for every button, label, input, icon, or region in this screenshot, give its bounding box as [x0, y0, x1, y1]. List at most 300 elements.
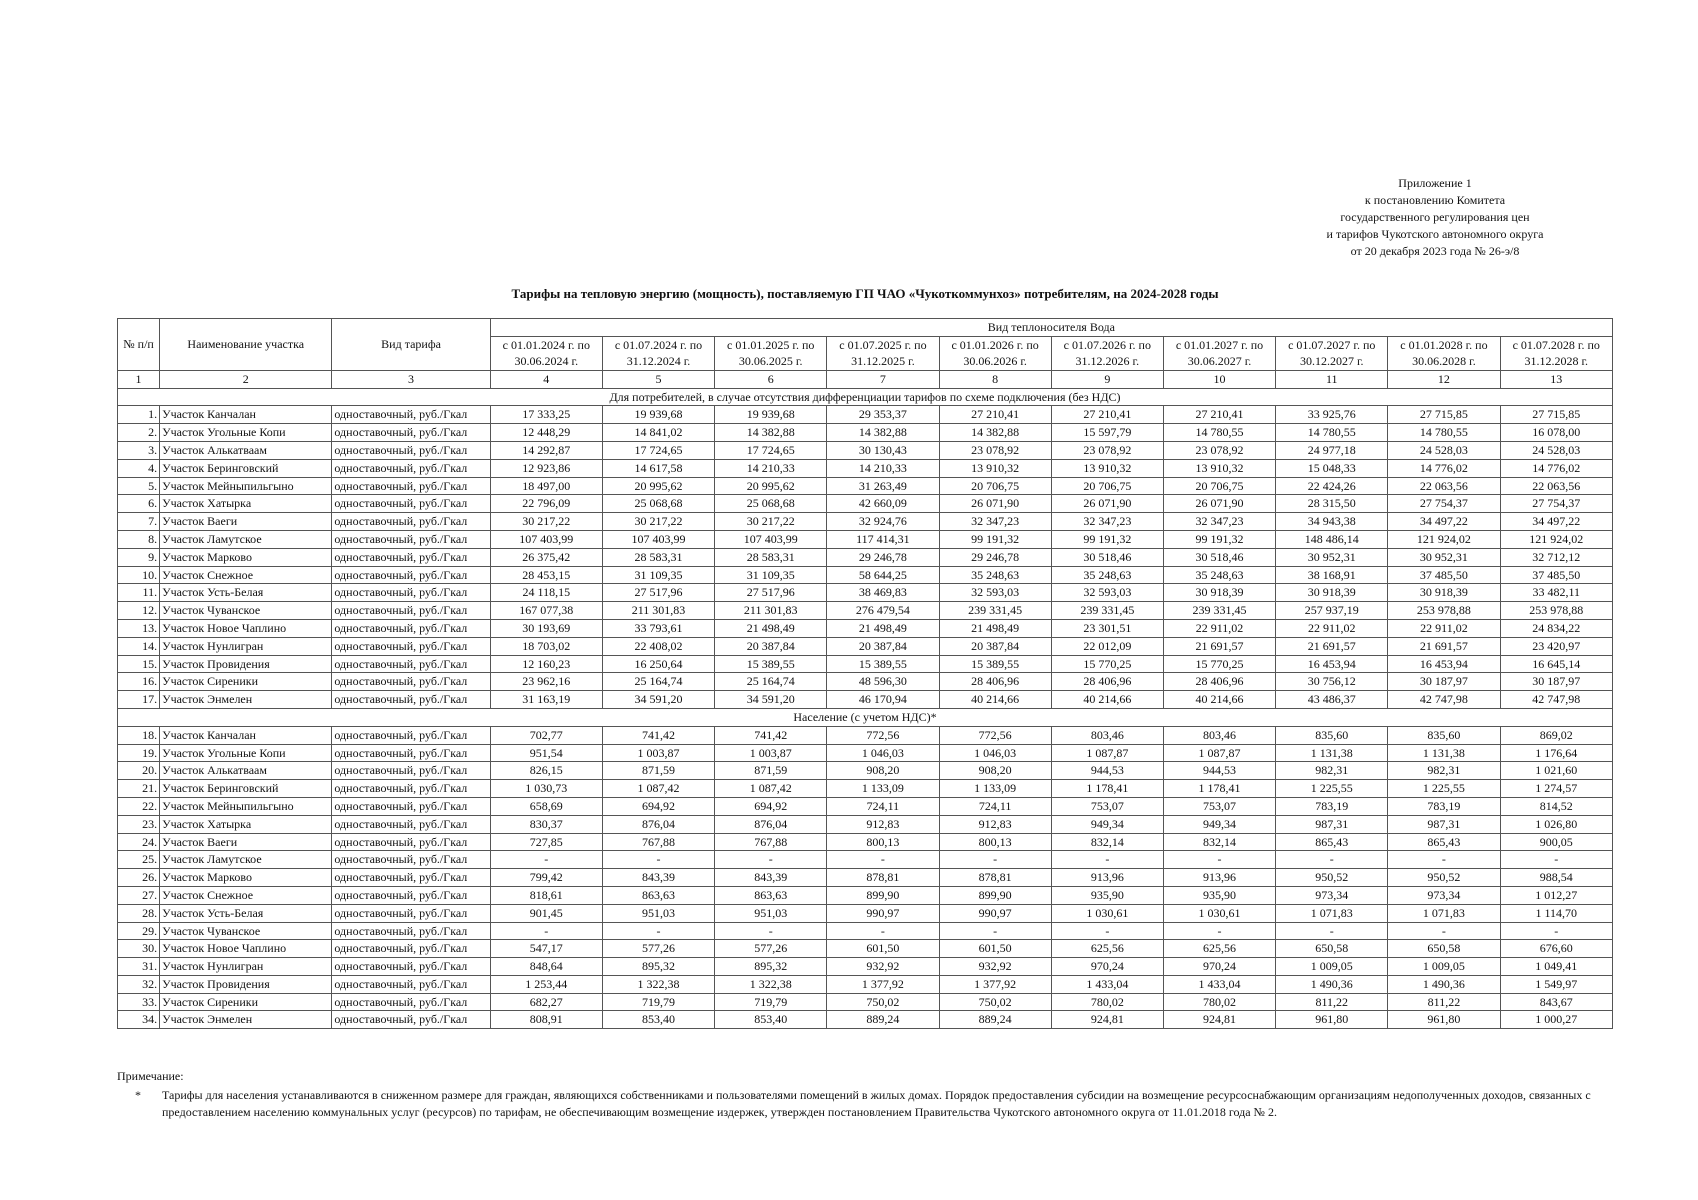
header-period: с 01.07.2024 г. по 31.12.2024 г. — [602, 336, 714, 370]
table-row — [118, 1011, 1613, 1029]
tariff-value: 982,31 — [1276, 762, 1388, 780]
tariff-value: 1 026,80 — [1500, 815, 1612, 833]
tariff-value: 257 937,19 — [1276, 602, 1388, 620]
tariff-value: 211 301,83 — [715, 602, 827, 620]
site-name: Участок Ламутское — [160, 530, 332, 548]
tariff-value: 23 420,97 — [1500, 637, 1612, 655]
tariff-value: 1 322,38 — [715, 975, 827, 993]
tariff-value: 29 353,37 — [827, 406, 939, 424]
site-name: Участок Алькатваам — [160, 762, 332, 780]
column-number: 11 — [1276, 370, 1388, 388]
tariff-value: 973,34 — [1388, 886, 1500, 904]
tariff-value: 951,03 — [715, 904, 827, 922]
tariff-value: 31 263,49 — [827, 477, 939, 495]
table-row — [118, 691, 1613, 709]
table-row — [118, 602, 1613, 620]
tariff-value: 20 387,84 — [715, 637, 827, 655]
tariff-value: 38 168,91 — [1276, 566, 1388, 584]
table-row — [118, 958, 1613, 976]
appendix-line: от 20 декабря 2023 года № 26-э/8 — [1350, 244, 1520, 258]
row-number: 32. — [118, 975, 160, 993]
tariff-value: 35 248,63 — [1163, 566, 1275, 584]
tariff-value: 15 389,55 — [715, 655, 827, 673]
row-number: 12. — [118, 602, 160, 620]
tariff-value: 35 248,63 — [1051, 566, 1163, 584]
tariff-value: 1 046,03 — [827, 744, 939, 762]
tariff-value: 961,80 — [1388, 1011, 1500, 1029]
site-name: Участок Ваеги — [160, 833, 332, 851]
tariff-value: 32 924,76 — [827, 513, 939, 531]
tariff-value: 18 703,02 — [490, 637, 602, 655]
table-row — [118, 673, 1613, 691]
tariff-value: 811,22 — [1388, 993, 1500, 1011]
tariff-value: 14 776,02 — [1500, 459, 1612, 477]
tariff-value: 1 049,41 — [1500, 958, 1612, 976]
tariff-value: 34 943,38 — [1276, 513, 1388, 531]
row-number: 11. — [118, 584, 160, 602]
row-number: 9. — [118, 548, 160, 566]
appendix-line: государственного регулирования цен — [1340, 210, 1530, 224]
tariff-value: 27 715,85 — [1388, 406, 1500, 424]
tariff-type: одноставочный, руб./Гкал — [332, 851, 490, 869]
tariff-value: 899,90 — [827, 886, 939, 904]
tariff-value: - — [1500, 922, 1612, 940]
site-name: Участок Сиреники — [160, 673, 332, 691]
tariff-value: 276 479,54 — [827, 602, 939, 620]
tariff-value: 30 918,39 — [1276, 584, 1388, 602]
tariff-value: 22 911,02 — [1276, 619, 1388, 637]
tariff-value: 767,88 — [715, 833, 827, 851]
tariff-value: 38 469,83 — [827, 584, 939, 602]
table-row — [118, 744, 1613, 762]
tariff-value: 28 583,31 — [715, 548, 827, 566]
tariff-value: 650,58 — [1388, 940, 1500, 958]
tariff-value: 871,59 — [715, 762, 827, 780]
tariff-value: 14 780,55 — [1163, 424, 1275, 442]
tariff-value: 951,54 — [490, 744, 602, 762]
tariff-value: 16 078,00 — [1500, 424, 1612, 442]
tariff-value: 13 910,32 — [939, 459, 1051, 477]
tariff-value: 42 747,98 — [1500, 691, 1612, 709]
tariff-value: 741,42 — [602, 726, 714, 744]
tariff-value: 908,20 — [827, 762, 939, 780]
appendix-line: и тарифов Чукотского автономного округа — [1326, 227, 1544, 241]
tariff-value: 814,52 — [1500, 797, 1612, 815]
header-period: с 01.07.2025 г. по 31.12.2025 г. — [827, 336, 939, 370]
row-number: 8. — [118, 530, 160, 548]
tariff-value: 832,14 — [1051, 833, 1163, 851]
tariff-value: 15 597,79 — [1051, 424, 1163, 442]
tariff-value: 253 978,88 — [1500, 602, 1612, 620]
tariff-value: 20 387,84 — [827, 637, 939, 655]
tariff-value: 843,39 — [715, 869, 827, 887]
header-type: Вид тарифа — [332, 319, 490, 371]
tariff-value: 23 078,92 — [1163, 441, 1275, 459]
tariff-value: 1 087,87 — [1051, 744, 1163, 762]
column-number: 9 — [1051, 370, 1163, 388]
tariff-value: 28 406,96 — [1051, 673, 1163, 691]
tariff-value: 899,90 — [939, 886, 1051, 904]
tariff-type: одноставочный, руб./Гкал — [332, 726, 490, 744]
table-body — [118, 388, 1613, 1029]
table-row — [118, 477, 1613, 495]
tariff-value: 14 210,33 — [827, 459, 939, 477]
header-period: с 01.01.2024 г. по 30.06.2024 г. — [490, 336, 602, 370]
tariff-value: 30 952,31 — [1388, 548, 1500, 566]
row-number: 31. — [118, 958, 160, 976]
tariff-value: 935,90 — [1163, 886, 1275, 904]
tariff-type: одноставочный, руб./Гкал — [332, 815, 490, 833]
tariff-value: 239 331,45 — [1163, 602, 1275, 620]
tariff-value: 924,81 — [1163, 1011, 1275, 1029]
tariff-value: 25 068,68 — [715, 495, 827, 513]
tariff-value: 30 518,46 — [1051, 548, 1163, 566]
row-number: 27. — [118, 886, 160, 904]
tariff-value: 30 217,22 — [490, 513, 602, 531]
tariff-value: 863,63 — [715, 886, 827, 904]
row-number: 19. — [118, 744, 160, 762]
tariff-value: 20 995,62 — [602, 477, 714, 495]
tariff-value: 17 724,65 — [715, 441, 827, 459]
header-no: № п/п — [118, 319, 160, 371]
tariff-value: 1 087,42 — [602, 780, 714, 798]
column-number: 13 — [1500, 370, 1612, 388]
row-number: 15. — [118, 655, 160, 673]
header-group: Вид теплоносителя Вода — [490, 319, 1612, 337]
tariff-value: 830,37 — [490, 815, 602, 833]
tariff-value: 1 087,87 — [1163, 744, 1275, 762]
tariff-value: 1 377,92 — [827, 975, 939, 993]
table-row — [118, 637, 1613, 655]
tariff-value: 25 164,74 — [602, 673, 714, 691]
row-number: 21. — [118, 780, 160, 798]
tariff-value: 750,02 — [939, 993, 1051, 1011]
note-mark: * — [135, 1088, 141, 1102]
tariff-value: 932,92 — [939, 958, 1051, 976]
tariff-value: 24 977,18 — [1276, 441, 1388, 459]
tariff-value: 29 246,78 — [939, 548, 1051, 566]
tariff-value: 33 482,11 — [1500, 584, 1612, 602]
tariff-value: 27 754,37 — [1388, 495, 1500, 513]
row-number: 33. — [118, 993, 160, 1011]
tariff-value: 22 063,56 — [1500, 477, 1612, 495]
tariff-value: 27 210,41 — [1163, 406, 1275, 424]
tariff-value: 40 214,66 — [1163, 691, 1275, 709]
tariff-type: одноставочный, руб./Гкал — [332, 833, 490, 851]
tariff-value: 949,34 — [1051, 815, 1163, 833]
tariff-value: 1 003,87 — [602, 744, 714, 762]
tariff-value: 34 591,20 — [602, 691, 714, 709]
site-name: Участок Марково — [160, 869, 332, 887]
tariff-value: 117 414,31 — [827, 530, 939, 548]
tariff-value: 900,05 — [1500, 833, 1612, 851]
tariff-type: одноставочный, руб./Гкал — [332, 869, 490, 887]
row-number: 34. — [118, 1011, 160, 1029]
table-row — [118, 815, 1613, 833]
row-number: 22. — [118, 797, 160, 815]
site-name: Участок Новое Чаплино — [160, 619, 332, 637]
tariff-value: 20 706,75 — [1163, 477, 1275, 495]
tariff-value: 48 596,30 — [827, 673, 939, 691]
tariff-value: 1 377,92 — [939, 975, 1051, 993]
table-row — [118, 922, 1613, 940]
tariff-value: - — [939, 851, 1051, 869]
tariff-value: 22 408,02 — [602, 637, 714, 655]
header-period: с 01.01.2025 г. по 30.06.2025 г. — [715, 336, 827, 370]
column-number: 7 — [827, 370, 939, 388]
tariff-value: 107 403,99 — [602, 530, 714, 548]
tariff-value: 26 375,42 — [490, 548, 602, 566]
table-row — [118, 726, 1613, 744]
tariff-value: 28 583,31 — [602, 548, 714, 566]
tariff-value: 30 217,22 — [715, 513, 827, 531]
site-name: Участок Ваеги — [160, 513, 332, 531]
tariff-value: 1 133,09 — [939, 780, 1051, 798]
tariff-value: 24 528,03 — [1388, 441, 1500, 459]
tariff-value: 803,46 — [1163, 726, 1275, 744]
tariff-value: 18 497,00 — [490, 477, 602, 495]
tariff-value: 658,69 — [490, 797, 602, 815]
tariff-value: 577,26 — [602, 940, 714, 958]
tariff-value: 753,07 — [1051, 797, 1163, 815]
tariff-type: одноставочный, руб./Гкал — [332, 958, 490, 976]
tariff-value: 987,31 — [1276, 815, 1388, 833]
table-row — [118, 495, 1613, 513]
tariff-value: 30 193,69 — [490, 619, 602, 637]
tariff-value: 16 453,94 — [1388, 655, 1500, 673]
column-number: 8 — [939, 370, 1051, 388]
table-row — [118, 780, 1613, 798]
tariff-value: 913,96 — [1051, 869, 1163, 887]
note-body — [117, 1087, 1617, 1121]
tariff-value: 601,50 — [827, 940, 939, 958]
note-text: Тарифы для населения устанавливаются в сниженном размере для граждан, являющихся собственниками и пользователями помещений в жилых домах. Порядок предоставления субсидии на возмещение ресурсоснабжающим организациям недополученных доходов, связанных с предоставлением населению коммунальных услуг (ресурсов) по тарифам, не обеспечивающим возмещение издержек, утвержден постановлением Правительства Чукотского автономного округа от 11.01.2018 года № 2. — [162, 1088, 1591, 1119]
tariff-value: 1 000,27 — [1500, 1011, 1612, 1029]
tariff-value: 22 424,26 — [1276, 477, 1388, 495]
site-name: Участок Усть-Белая — [160, 904, 332, 922]
site-name: Участок Мейныпильгыно — [160, 477, 332, 495]
tariff-value: 16 645,14 — [1500, 655, 1612, 673]
tariff-value: 37 485,50 — [1500, 566, 1612, 584]
row-number: 2. — [118, 424, 160, 442]
tariff-value: 1 071,83 — [1388, 904, 1500, 922]
table-row — [118, 513, 1613, 531]
tariff-value: 32 712,12 — [1500, 548, 1612, 566]
tariff-value: 21 498,49 — [827, 619, 939, 637]
column-number: 6 — [715, 370, 827, 388]
appendix-block — [1290, 175, 1580, 260]
tariff-type: одноставочный, руб./Гкал — [332, 477, 490, 495]
tariff-value: 30 918,39 — [1163, 584, 1275, 602]
tariff-type: одноставочный, руб./Гкал — [332, 886, 490, 904]
tariff-value: 1 131,38 — [1388, 744, 1500, 762]
tariff-value: 889,24 — [939, 1011, 1051, 1029]
column-number: 5 — [602, 370, 714, 388]
row-number: 29. — [118, 922, 160, 940]
tariff-value: 14 382,88 — [939, 424, 1051, 442]
tariff-value: 32 347,23 — [1163, 513, 1275, 531]
tariff-value: 1 012,27 — [1500, 886, 1612, 904]
tariff-value: 32 347,23 — [1051, 513, 1163, 531]
tariff-value: 26 071,90 — [1163, 495, 1275, 513]
tariff-value: 42 660,09 — [827, 495, 939, 513]
tariff-type: одноставочный, руб./Гкал — [332, 637, 490, 655]
tariff-value: - — [490, 851, 602, 869]
tariff-value: 32 593,03 — [1051, 584, 1163, 602]
tariff-value: 895,32 — [602, 958, 714, 976]
tariff-value: 29 246,78 — [827, 548, 939, 566]
site-name: Участок Мейныпильгыно — [160, 797, 332, 815]
tariff-value: 33 925,76 — [1276, 406, 1388, 424]
tariff-value: 783,19 — [1276, 797, 1388, 815]
site-name: Участок Чуванское — [160, 602, 332, 620]
tariff-value: 843,67 — [1500, 993, 1612, 1011]
tariff-value: 853,40 — [715, 1011, 827, 1029]
tariff-type: одноставочный, руб./Гкал — [332, 495, 490, 513]
table-row — [118, 655, 1613, 673]
tariff-value: 23 078,92 — [1051, 441, 1163, 459]
tariff-value: 14 382,88 — [827, 424, 939, 442]
tariff-value: 46 170,94 — [827, 691, 939, 709]
site-name: Участок Угольные Копи — [160, 424, 332, 442]
tariff-value: 1 549,97 — [1500, 975, 1612, 993]
tariff-value: 1 003,87 — [715, 744, 827, 762]
row-number: 6. — [118, 495, 160, 513]
site-name: Участок Канчалан — [160, 406, 332, 424]
site-name: Участок Новое Чаплино — [160, 940, 332, 958]
tariff-value: 12 448,29 — [490, 424, 602, 442]
tariff-value: 935,90 — [1051, 886, 1163, 904]
tariff-value: 547,17 — [490, 940, 602, 958]
section-row — [118, 388, 1613, 406]
site-name: Участок Марково — [160, 548, 332, 566]
header-period: с 01.01.2028 г. по 30.06.2028 г. — [1388, 336, 1500, 370]
tariff-value: 727,85 — [490, 833, 602, 851]
column-number: 3 — [332, 370, 490, 388]
tariff-value: 811,22 — [1276, 993, 1388, 1011]
tariff-value: 14 617,58 — [602, 459, 714, 477]
tariff-value: 21 691,57 — [1388, 637, 1500, 655]
tariff-value: 783,19 — [1388, 797, 1500, 815]
row-number: 10. — [118, 566, 160, 584]
tariff-value: 20 995,62 — [715, 477, 827, 495]
tariff-value: 694,92 — [715, 797, 827, 815]
tariff-value: 34 497,22 — [1388, 513, 1500, 531]
tariff-value: 33 793,61 — [602, 619, 714, 637]
site-name: Участок Провидения — [160, 655, 332, 673]
tariff-value: 625,56 — [1051, 940, 1163, 958]
tariff-value: 15 770,25 — [1163, 655, 1275, 673]
tariff-value: 34 591,20 — [715, 691, 827, 709]
tariff-value: - — [1051, 922, 1163, 940]
tariff-value: 1 433,04 — [1051, 975, 1163, 993]
tariff-value: 1 490,36 — [1276, 975, 1388, 993]
tariff-value: 913,96 — [1163, 869, 1275, 887]
tariff-value: 17 724,65 — [602, 441, 714, 459]
tariff-value: 28 453,15 — [490, 566, 602, 584]
tariff-value: 14 382,88 — [715, 424, 827, 442]
table-row — [118, 904, 1613, 922]
tariff-value: 30 952,31 — [1276, 548, 1388, 566]
row-number: 14. — [118, 637, 160, 655]
site-name: Участок Нунлигран — [160, 958, 332, 976]
tariff-value: 577,26 — [715, 940, 827, 958]
tariff-type: одноставочный, руб./Гкал — [332, 566, 490, 584]
tariff-value: 1 009,05 — [1276, 958, 1388, 976]
tariff-value: 895,32 — [715, 958, 827, 976]
header-name: Наименование участка — [160, 319, 332, 371]
tariff-value: 40 214,66 — [939, 691, 1051, 709]
tariff-value: 772,56 — [827, 726, 939, 744]
tariff-value: 22 911,02 — [1388, 619, 1500, 637]
tariff-value: 676,60 — [1500, 940, 1612, 958]
tariff-value: 30 130,43 — [827, 441, 939, 459]
tariff-value: 724,11 — [939, 797, 1051, 815]
tariff-value: 702,77 — [490, 726, 602, 744]
tariff-type: одноставочный, руб./Гкал — [332, 904, 490, 922]
row-number: 4. — [118, 459, 160, 477]
tariff-value: 21 498,49 — [939, 619, 1051, 637]
tariff-value: 15 048,33 — [1276, 459, 1388, 477]
tariff-type: одноставочный, руб./Гкал — [332, 441, 490, 459]
tariff-value: 35 248,63 — [939, 566, 1051, 584]
tariff-value: 30 518,46 — [1163, 548, 1275, 566]
site-name: Участок Чуванское — [160, 922, 332, 940]
tariff-value: 17 333,25 — [490, 406, 602, 424]
tariff-value: 1 178,41 — [1051, 780, 1163, 798]
site-name: Участок Усть-Белая — [160, 584, 332, 602]
site-name: Участок Хатырка — [160, 495, 332, 513]
tariff-value: 34 497,22 — [1500, 513, 1612, 531]
tariff-type: одноставочный, руб./Гкал — [332, 602, 490, 620]
tariff-value: 970,24 — [1051, 958, 1163, 976]
appendix-line: к постановлению Комитета — [1364, 193, 1506, 207]
tariff-value: 973,34 — [1276, 886, 1388, 904]
tariff-value: 772,56 — [939, 726, 1051, 744]
site-name: Участок Сиреники — [160, 993, 332, 1011]
tariff-value: 1 009,05 — [1388, 958, 1500, 976]
table-row — [118, 797, 1613, 815]
section-title: Для потребителей, в случае отсутствия дифференциации тарифов по схеме подключения (без НДС) — [118, 388, 1613, 406]
table-row — [118, 762, 1613, 780]
tariff-type: одноставочный, руб./Гкал — [332, 780, 490, 798]
tariff-value: - — [1163, 922, 1275, 940]
tariff-value: - — [827, 922, 939, 940]
tariff-value: 21 691,57 — [1276, 637, 1388, 655]
tariff-value: 912,83 — [827, 815, 939, 833]
tariff-value: 107 403,99 — [490, 530, 602, 548]
tariff-value: 865,43 — [1388, 833, 1500, 851]
tariff-value: 24 834,22 — [1500, 619, 1612, 637]
row-number: 17. — [118, 691, 160, 709]
tariff-type: одноставочный, руб./Гкал — [332, 406, 490, 424]
site-name: Участок Ламутское — [160, 851, 332, 869]
tariff-value: 15 389,55 — [939, 655, 1051, 673]
tariff-value: 14 780,55 — [1276, 424, 1388, 442]
tariff-type: одноставочный, руб./Гкал — [332, 548, 490, 566]
row-number: 13. — [118, 619, 160, 637]
tariff-value: 13 910,32 — [1051, 459, 1163, 477]
tariff-value: 239 331,45 — [1051, 602, 1163, 620]
tariff-value: 28 406,96 — [1163, 673, 1275, 691]
tariff-value: 22 796,09 — [490, 495, 602, 513]
tariff-value: 30 187,97 — [1388, 673, 1500, 691]
tariff-value: 121 924,02 — [1388, 530, 1500, 548]
tariff-value: - — [1276, 922, 1388, 940]
tariff-value: 31 109,35 — [715, 566, 827, 584]
tariff-type: одноставочный, руб./Гкал — [332, 922, 490, 940]
site-name: Участок Канчалан — [160, 726, 332, 744]
